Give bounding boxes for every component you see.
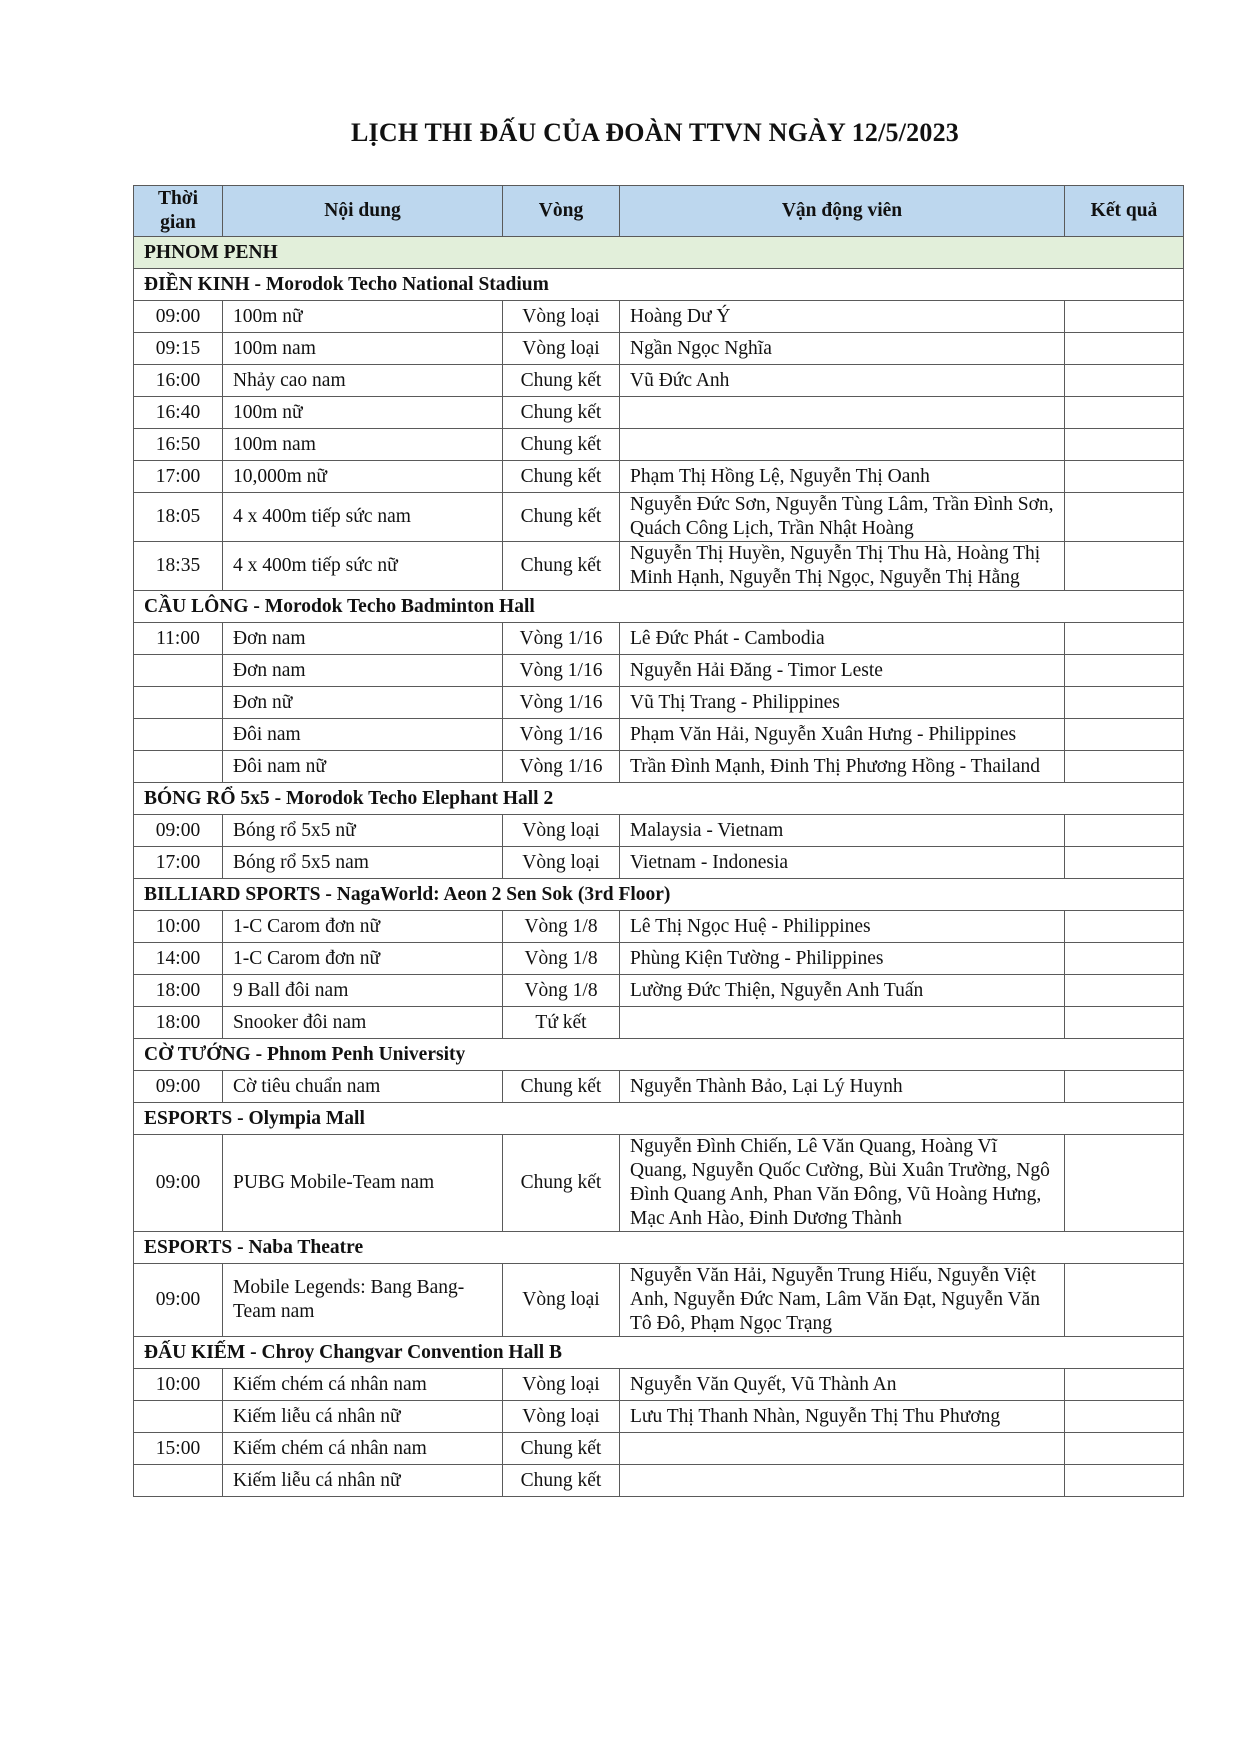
time-cell: 09:15 <box>134 333 223 365</box>
time-cell <box>134 655 223 687</box>
table-row <box>134 1007 1184 1039</box>
table-header <box>134 186 1184 237</box>
athletes-cell: Vũ Thị Trang - Philippines <box>620 687 1065 719</box>
round-cell: Vòng loại <box>503 815 620 847</box>
time-cell: 16:40 <box>134 397 223 429</box>
result-cell <box>1065 623 1184 655</box>
result-cell <box>1065 429 1184 461</box>
athletes-cell: Phạm Văn Hải, Nguyễn Xuân Hưng - Philippines <box>620 719 1065 751</box>
time-cell: 09:00 <box>134 1135 223 1232</box>
athletes-cell: Phạm Thị Hồng Lệ, Nguyễn Thị Oanh <box>620 461 1065 493</box>
round-cell: Chung kết <box>503 493 620 542</box>
event-cell: Bóng rổ 5x5 nam <box>223 847 503 879</box>
time-cell: 17:00 <box>134 847 223 879</box>
header-athletes: Vận động viên <box>620 186 1065 237</box>
section-separator: - <box>320 883 337 905</box>
round-cell: Vòng 1/8 <box>503 911 620 943</box>
result-cell <box>1065 1401 1184 1433</box>
table-row <box>134 397 1184 429</box>
city-row <box>134 237 1184 269</box>
result-cell <box>1065 542 1184 591</box>
result-cell <box>1065 1465 1184 1497</box>
event-cell: PUBG Mobile-Team nam <box>223 1135 503 1232</box>
athletes-cell: Nguyễn Đức Sơn, Nguyễn Tùng Lâm, Trần Đình Sơn, Quách Công Lịch, Trần Nhật Hoàng <box>620 493 1065 542</box>
athletes-cell: Nguyễn Văn Quyết, Vũ Thành An <box>620 1369 1065 1401</box>
athletes-cell: Vietnam - Indonesia <box>620 847 1065 879</box>
time-cell: 09:00 <box>134 301 223 333</box>
round-cell: Vòng loại <box>503 1401 620 1433</box>
section-header <box>134 783 1184 815</box>
event-cell: Cờ tiêu chuẩn nam <box>223 1071 503 1103</box>
round-cell: Vòng 1/16 <box>503 751 620 783</box>
event-cell: Đơn nam <box>223 623 503 655</box>
section-header <box>134 879 1184 911</box>
venue-name: Naba Theatre <box>248 1236 364 1258</box>
section-header-row <box>134 1103 1184 1135</box>
result-cell <box>1065 461 1184 493</box>
event-cell: 4 x 400m tiếp sức nam <box>223 493 503 542</box>
athletes-cell: Nguyễn Thành Bảo, Lại Lý Huynh <box>620 1071 1065 1103</box>
venue-name: Morodok Techo Badminton Hall <box>264 595 535 617</box>
venue-name: Morodok Techo Elephant Hall 2 <box>285 787 554 809</box>
athletes-cell: Nguyễn Thị Huyền, Nguyễn Thị Thu Hà, Hoàng Thị Minh Hạnh, Nguyễn Thị Ngọc, Nguyễn Thị Hằng <box>620 542 1065 591</box>
event-cell: 100m nam <box>223 333 503 365</box>
result-cell <box>1065 1433 1184 1465</box>
table-row <box>134 1264 1184 1337</box>
section-header <box>134 1232 1184 1264</box>
round-cell: Chung kết <box>503 1071 620 1103</box>
result-cell <box>1065 943 1184 975</box>
time-cell: 18:00 <box>134 1007 223 1039</box>
athletes-cell: Nguyễn Đình Chiến, Lê Văn Quang, Hoàng Vĩ Quang, Nguyễn Quốc Cường, Bùi Xuân Trường, Ngô Đình Quang Anh, Phan Văn Đông, Vũ Hoàng Hưng, Mạc Anh Hào, Đinh Dương Thành <box>620 1135 1065 1232</box>
section-separator: - <box>232 1107 249 1129</box>
result-cell <box>1065 719 1184 751</box>
round-cell: Chung kết <box>503 429 620 461</box>
time-cell: 15:00 <box>134 1433 223 1465</box>
section-header-row <box>134 1232 1184 1264</box>
sport-name: ESPORTS <box>144 1107 233 1129</box>
result-cell <box>1065 1007 1184 1039</box>
time-cell <box>134 687 223 719</box>
sport-name: ĐẤU KIẾM <box>144 1341 246 1363</box>
table-row <box>134 542 1184 591</box>
time-cell: 14:00 <box>134 943 223 975</box>
event-cell: Mobile Legends: Bang Bang-Team nam <box>223 1264 503 1337</box>
time-cell <box>134 751 223 783</box>
round-cell: Vòng loại <box>503 1264 620 1337</box>
section-header-row <box>134 591 1184 623</box>
result-cell <box>1065 847 1184 879</box>
athletes-cell <box>620 429 1065 461</box>
table-row <box>134 655 1184 687</box>
venue-name: Olympia Mall <box>248 1107 365 1129</box>
event-cell: Kiếm liễu cá nhân nữ <box>223 1401 503 1433</box>
result-cell <box>1065 975 1184 1007</box>
table-row <box>134 1401 1184 1433</box>
round-cell: Tứ kết <box>503 1007 620 1039</box>
time-cell: 09:00 <box>134 1264 223 1337</box>
round-cell: Chung kết <box>503 397 620 429</box>
table-row <box>134 333 1184 365</box>
round-cell: Chung kết <box>503 1433 620 1465</box>
result-cell <box>1065 751 1184 783</box>
table-row <box>134 975 1184 1007</box>
header-result: Kết quả <box>1065 186 1184 237</box>
table-row <box>134 461 1184 493</box>
table-body <box>134 237 1184 1497</box>
section-separator: - <box>245 1341 262 1363</box>
table-row <box>134 493 1184 542</box>
athletes-cell: Lê Thị Ngọc Huệ - Philippines <box>620 911 1065 943</box>
time-cell: 10:00 <box>134 1369 223 1401</box>
table-row <box>134 1465 1184 1497</box>
result-cell <box>1065 333 1184 365</box>
event-cell: 100m nữ <box>223 397 503 429</box>
table-row <box>134 1135 1184 1232</box>
event-cell: Đôi nam nữ <box>223 751 503 783</box>
athletes-cell: Vũ Đức Anh <box>620 365 1065 397</box>
section-header <box>134 1337 1184 1369</box>
athletes-cell: Phùng Kiện Tường - Philippines <box>620 943 1065 975</box>
section-separator: - <box>248 595 265 617</box>
section-separator: - <box>274 787 286 809</box>
round-cell: Vòng 1/8 <box>503 975 620 1007</box>
round-cell: Vòng loại <box>503 301 620 333</box>
section-header <box>134 1039 1184 1071</box>
event-cell: Kiếm liễu cá nhân nữ <box>223 1465 503 1497</box>
table-row <box>134 719 1184 751</box>
round-cell: Vòng loại <box>503 847 620 879</box>
event-cell: Snooker đôi nam <box>223 1007 503 1039</box>
time-cell: 09:00 <box>134 1071 223 1103</box>
result-cell <box>1065 1071 1184 1103</box>
page-title: LỊCH THI ĐẤU CỦA ĐOÀN TTVN NGÀY 12/5/2023 <box>351 118 959 147</box>
section-header <box>134 1103 1184 1135</box>
result-cell <box>1065 397 1184 429</box>
section-header <box>134 269 1184 301</box>
city-label: PHNOM PENH <box>134 237 1184 269</box>
result-cell <box>1065 493 1184 542</box>
result-cell <box>1065 1369 1184 1401</box>
round-cell: Vòng 1/8 <box>503 943 620 975</box>
event-cell: 100m nữ <box>223 301 503 333</box>
athletes-cell: Lê Đức Phát - Cambodia <box>620 623 1065 655</box>
event-cell: Đôi nam <box>223 719 503 751</box>
time-cell: 11:00 <box>134 623 223 655</box>
table-row <box>134 687 1184 719</box>
section-header <box>134 591 1184 623</box>
header-round: Vòng <box>503 186 620 237</box>
round-cell: Chung kết <box>503 1465 620 1497</box>
round-cell: Vòng 1/16 <box>503 623 620 655</box>
table-row <box>134 847 1184 879</box>
time-cell: 16:50 <box>134 429 223 461</box>
table-row <box>134 301 1184 333</box>
event-cell: 1-C Carom đơn nữ <box>223 911 503 943</box>
table-row <box>134 1071 1184 1103</box>
athletes-cell <box>620 1465 1065 1497</box>
event-cell: 10,000m nữ <box>223 461 503 493</box>
section-header-row <box>134 1039 1184 1071</box>
athletes-cell <box>620 1433 1065 1465</box>
section-separator: - <box>250 1043 267 1065</box>
athletes-cell: Lường Đức Thiện, Nguyễn Anh Tuấn <box>620 975 1065 1007</box>
event-cell: Đơn nữ <box>223 687 503 719</box>
schedule-table <box>133 185 1184 1497</box>
round-cell: Chung kết <box>503 365 620 397</box>
athletes-cell: Lưu Thị Thanh Nhàn, Nguyễn Thị Thu Phương <box>620 1401 1065 1433</box>
event-cell: 1-C Carom đơn nữ <box>223 943 503 975</box>
round-cell: Vòng 1/16 <box>503 719 620 751</box>
time-cell <box>134 719 223 751</box>
round-cell: Chung kết <box>503 461 620 493</box>
athletes-cell: Ngần Ngọc Nghĩa <box>620 333 1065 365</box>
result-cell <box>1065 655 1184 687</box>
round-cell: Vòng 1/16 <box>503 687 620 719</box>
round-cell: Chung kết <box>503 542 620 591</box>
header-time: Thời gian <box>134 186 223 237</box>
section-header-row <box>134 269 1184 301</box>
table-row <box>134 623 1184 655</box>
venue-name: Chroy Changvar Convention Hall B <box>261 1341 563 1363</box>
result-cell <box>1065 1264 1184 1337</box>
athletes-cell: Nguyễn Văn Hải, Nguyễn Trung Hiếu, Nguyễn Việt Anh, Nguyễn Đức Nam, Lâm Văn Đạt, Nguyễn Văn Tô Đô, Phạm Ngọc Trạng <box>620 1264 1065 1337</box>
athletes-cell: Malaysia - Vietnam <box>620 815 1065 847</box>
sport-name: ESPORTS <box>144 1236 233 1258</box>
result-cell <box>1065 301 1184 333</box>
event-cell: Kiếm chém cá nhân nam <box>223 1433 503 1465</box>
round-cell: Vòng loại <box>503 1369 620 1401</box>
result-cell <box>1065 911 1184 943</box>
table-row <box>134 911 1184 943</box>
time-cell: 10:00 <box>134 911 223 943</box>
round-cell: Chung kết <box>503 1135 620 1232</box>
athletes-cell <box>620 397 1065 429</box>
sport-name: ĐIỀN KINH <box>144 273 250 295</box>
time-cell <box>134 1401 223 1433</box>
event-cell: Nhảy cao nam <box>223 365 503 397</box>
section-header-row <box>134 783 1184 815</box>
sport-name: BILLIARD SPORTS <box>144 883 321 905</box>
section-separator: - <box>232 1236 249 1258</box>
athletes-cell <box>620 1007 1065 1039</box>
table-row <box>134 815 1184 847</box>
time-cell: 17:00 <box>134 461 223 493</box>
venue-name: Morodok Techo National Stadium <box>265 273 549 295</box>
time-cell: 16:00 <box>134 365 223 397</box>
section-header-row <box>134 879 1184 911</box>
result-cell <box>1065 365 1184 397</box>
event-cell: Bóng rổ 5x5 nữ <box>223 815 503 847</box>
athletes-cell: Nguyễn Hải Đăng - Timor Leste <box>620 655 1065 687</box>
venue-name: NagaWorld: Aeon 2 Sen Sok (3rd Floor) <box>336 883 671 905</box>
sport-name: CỜ TƯỚNG <box>144 1043 251 1065</box>
table-row <box>134 365 1184 397</box>
result-cell <box>1065 1135 1184 1232</box>
section-header-row <box>134 1337 1184 1369</box>
result-cell <box>1065 687 1184 719</box>
section-separator: - <box>249 273 266 295</box>
time-cell <box>134 1465 223 1497</box>
table-row <box>134 429 1184 461</box>
event-cell: Đơn nam <box>223 655 503 687</box>
sport-name: BÓNG RỔ 5x5 <box>144 787 275 809</box>
athletes-cell: Hoàng Dư Ý <box>620 301 1065 333</box>
table-row <box>134 1369 1184 1401</box>
venue-name: Phnom Penh University <box>266 1043 466 1065</box>
event-cell: 9 Ball đôi nam <box>223 975 503 1007</box>
event-cell: 100m nam <box>223 429 503 461</box>
table-row <box>134 751 1184 783</box>
time-cell: 18:05 <box>134 493 223 542</box>
athletes-cell: Trần Đình Mạnh, Đinh Thị Phương Hồng - Thailand <box>620 751 1065 783</box>
table-row <box>134 943 1184 975</box>
sport-name: CẦU LÔNG <box>144 595 249 617</box>
time-cell: 18:00 <box>134 975 223 1007</box>
result-cell <box>1065 815 1184 847</box>
event-cell: Kiếm chém cá nhân nam <box>223 1369 503 1401</box>
time-cell: 09:00 <box>134 815 223 847</box>
event-cell: 4 x 400m tiếp sức nữ <box>223 542 503 591</box>
time-cell: 18:35 <box>134 542 223 591</box>
round-cell: Vòng 1/16 <box>503 655 620 687</box>
header-event: Nội dung <box>223 186 503 237</box>
table-row <box>134 1433 1184 1465</box>
round-cell: Vòng loại <box>503 333 620 365</box>
